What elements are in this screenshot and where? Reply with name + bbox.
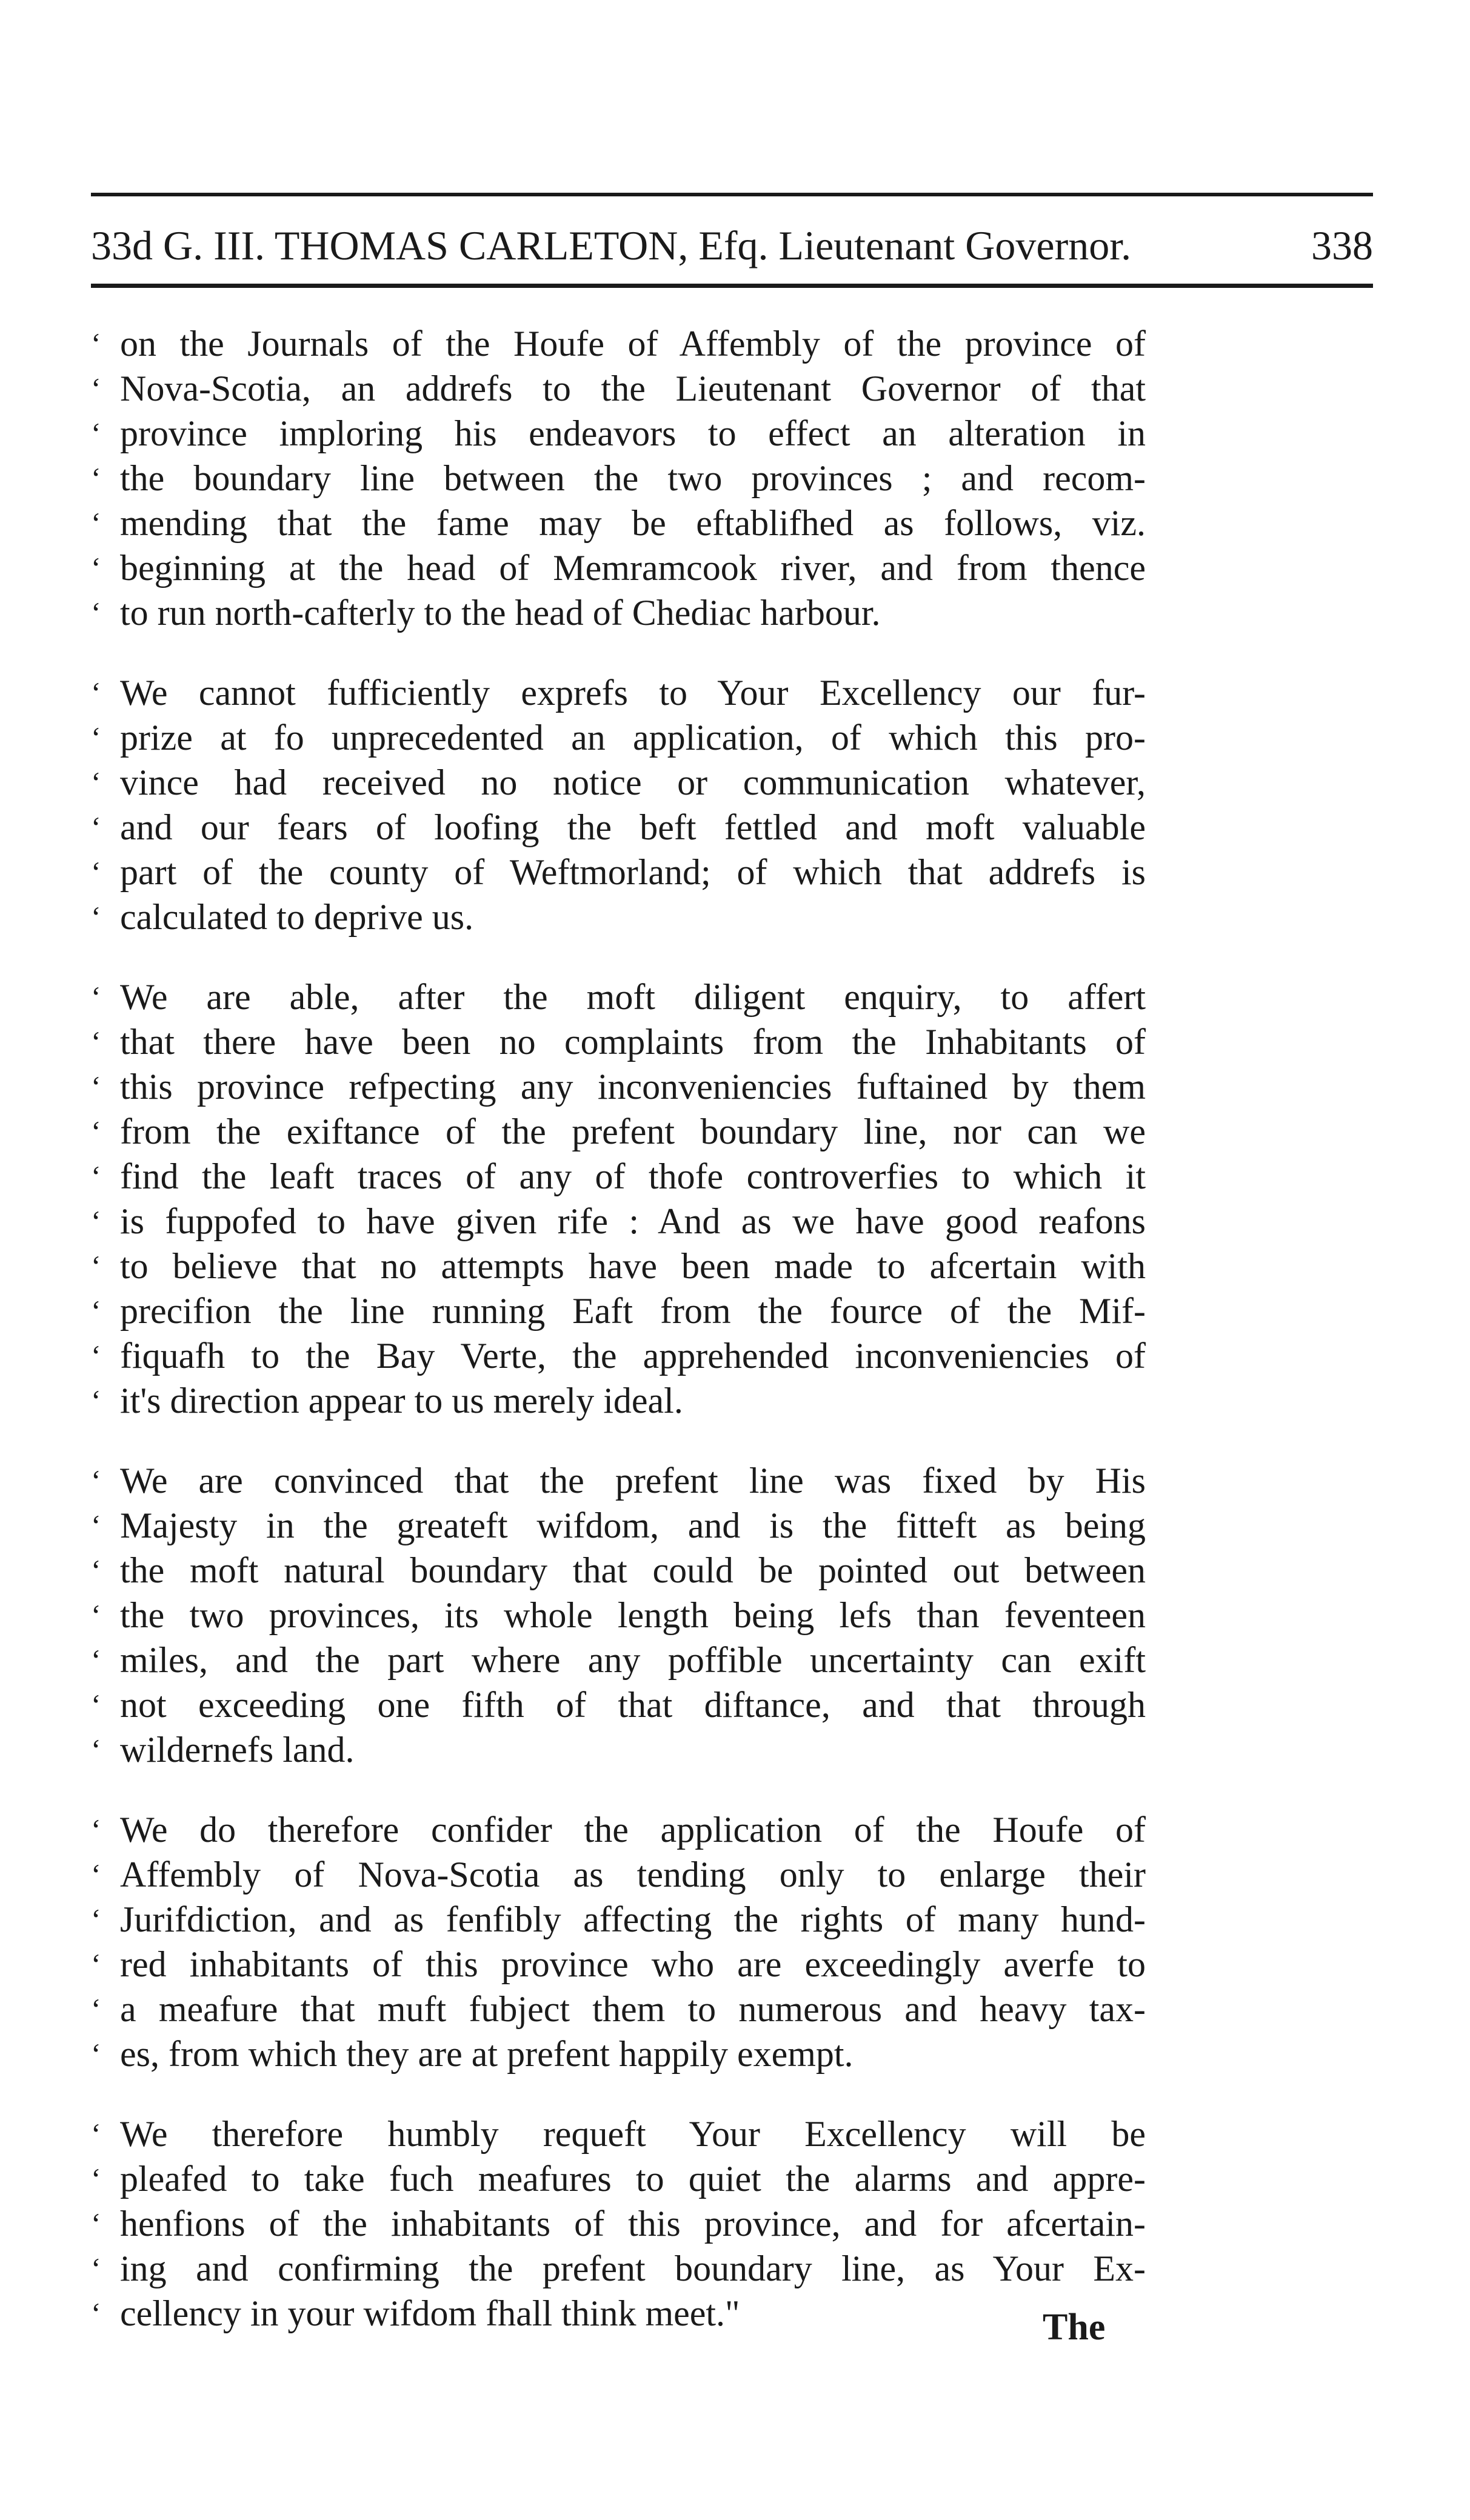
paragraph [91,1807,1146,2076]
text-line [91,1458,1146,1503]
text-line [91,366,1146,411]
text-line [91,1638,1146,1682]
margin-quote-mark: ‘ [91,1249,101,1283]
margin-quote-mark: ‘ [91,461,101,495]
margin-quote-mark: ‘ [91,1204,101,1238]
line-text: red inhabitants of this province who are exceedingly averfe to [120,1944,1146,1984]
line-text: a meafure that muft fubject them to numerous and heavy tax- [120,1989,1146,2029]
margin-quote-mark: ‘ [91,2117,101,2151]
paragraph [91,321,1146,635]
line-text: Jurifdiction, and as fenfibly affecting the rights of many hund- [120,1899,1146,1939]
page-number: 338 [1311,222,1373,268]
line-text: We cannot fufficiently exprefs to Your Excellency our fur- [120,673,1146,713]
margin-quote-mark: ‘ [91,900,101,934]
text-line [91,545,1146,590]
text-line [91,1333,1146,1378]
catchword: The [1043,2307,1106,2348]
line-text: We do therefore confider the application of the Houfe of [120,1810,1146,1850]
margin-quote-mark: ‘ [91,1464,101,1498]
line-text: the moft natural boundary that could be pointed out between [120,1550,1146,1590]
line-text: that there have been no complaints from the Inhabitants of [120,1022,1146,1062]
text-line [91,1378,1146,1423]
line-text: province imploring his endeavors to effect an alteration in [120,413,1146,453]
margin-quote-mark: ‘ [91,1947,101,1981]
line-text: and our fears of loofing the beft fettled and moft valuable [120,807,1146,847]
margin-quote-mark: ‘ [91,1902,101,1936]
text-line [91,1682,1146,1727]
text-line [91,1199,1146,1244]
text-line [91,670,1146,715]
margin-quote-mark: ‘ [91,416,101,450]
paragraph [91,2112,1146,2336]
margin-quote-mark: ‘ [91,676,101,710]
margin-quote-mark: ‘ [91,765,101,799]
line-text: henfions of the inhabitants of this province, and for afcertain- [120,2204,1146,2244]
text-line [91,1548,1146,1593]
margin-quote-mark: ‘ [91,1688,101,1722]
text-line [91,2112,1146,2156]
text-line [91,1987,1146,2032]
text-line [91,2291,1146,2336]
margin-quote-mark: ‘ [91,372,101,405]
text-line [91,1154,1146,1199]
line-text: pleafed to take fuch meafures to quiet the alarms and appre- [120,2159,1146,2199]
text-line [91,1807,1146,1852]
line-text: cellency in your wifdom fhall think meet." [120,2293,740,2333]
paragraph [91,670,1146,939]
header-top-rule [91,193,1373,196]
margin-quote-mark: ‘ [91,1294,101,1328]
margin-quote-mark: ‘ [91,1553,101,1587]
margin-quote-mark: ‘ [91,596,101,630]
line-text: to believe that no attempts have been made to afcertain with [120,1246,1146,1286]
margin-quote-mark: ‘ [91,1508,101,1542]
text-line [91,1244,1146,1288]
text-line [91,456,1146,501]
text-line [91,1503,1146,1548]
line-text: fiquafh to the Bay Verte, the apprehended inconveniencies of [120,1336,1146,1376]
text-line [91,1942,1146,1987]
line-text: ing and confirming the prefent boundary line, as Your Ex- [120,2248,1146,2288]
line-text: We are able, after the moft diligent enquiry, to affert [120,977,1146,1017]
text-line [91,1593,1146,1638]
line-text: Majesty in the greateft wifdom, and is the fitteft as being [120,1505,1146,1545]
line-text: it's direction appear to us merely ideal. [120,1381,683,1421]
line-text: this province refpecting any inconveniencies fuftained by them [120,1067,1146,1107]
margin-quote-mark: ‘ [91,1339,101,1373]
line-text: from the exiftance of the prefent boundary line, nor can we [120,1112,1146,1152]
line-text: beginning at the head of Memramcook river, and from thence [120,548,1146,588]
text-line [91,805,1146,850]
margin-quote-mark: ‘ [91,2037,101,2071]
body-text [91,321,1146,2371]
line-text: Affembly of Nova-Scotia as tending only to enlarge their [120,1855,1146,1895]
line-text: miles, and the part where any poffible uncertainty can exift [120,1640,1146,1680]
text-line [91,850,1146,895]
line-text: on the Journals of the Houfe of Affembly of the province of [120,324,1146,364]
text-line [91,1064,1146,1109]
margin-quote-mark: ‘ [91,551,101,585]
line-text: es, from which they are at prefent happily exempt. [120,2034,854,2074]
margin-quote-mark: ‘ [91,1992,101,2026]
margin-quote-mark: ‘ [91,1858,101,1892]
line-text: the boundary line between the two provinces ; and recom- [120,458,1146,498]
margin-quote-mark: ‘ [91,327,101,361]
margin-quote-mark: ‘ [91,506,101,540]
margin-quote-mark: ‘ [91,2296,101,2330]
paragraph [91,1458,1146,1772]
running-head-title: 33d G. III. THOMAS CARLETON, Efq. Lieutenant Governor. [91,222,1132,268]
text-line [91,2246,1146,2291]
running-head [91,215,1373,276]
line-text: prize at fo unprecedented an application, of which this pro- [120,718,1146,758]
margin-quote-mark: ‘ [91,1598,101,1632]
line-text: to run north-cafterly to the head of Chediac harbour. [120,593,881,633]
text-line [91,501,1146,545]
paragraph [91,975,1146,1423]
line-text: We therefore humbly requeft Your Excellency will be [120,2114,1146,2154]
text-line [91,975,1146,1019]
margin-quote-mark: ‘ [91,1643,101,1677]
text-line [91,1019,1146,1064]
line-text: mending that the fame may be eftablifhed as follows, viz. [120,503,1146,543]
margin-quote-mark: ‘ [91,2207,101,2241]
margin-quote-mark: ‘ [91,2162,101,2196]
margin-quote-mark: ‘ [91,1733,101,1767]
text-line [91,2032,1146,2076]
line-text: wildernefs land. [120,1730,355,1770]
text-line [91,2156,1146,2201]
margin-quote-mark: ‘ [91,1384,101,1418]
line-text: Nova-Scotia, an addrefs to the Lieutenant Governor of that [120,368,1146,408]
margin-quote-mark: ‘ [91,1025,101,1059]
margin-quote-mark: ‘ [91,855,101,889]
line-text: We are convinced that the prefent line was fixed by His [120,1461,1146,1501]
margin-quote-mark: ‘ [91,721,101,755]
line-text: vince had received no notice or communication whatever, [120,762,1146,802]
line-text: the two provinces, its whole length being lefs than feventeen [120,1595,1146,1635]
text-line [91,590,1146,635]
line-text: precifion the line running Eaft from the fource of the Mif- [120,1291,1146,1331]
text-line [91,715,1146,760]
margin-quote-mark: ‘ [91,1115,101,1148]
line-text: not exceeding one fifth of that diftance, and that through [120,1685,1146,1725]
margin-quote-mark: ‘ [91,1159,101,1193]
text-line [91,2201,1146,2246]
text-line [91,1852,1146,1897]
text-line [91,1727,1146,1772]
header-bottom-rule [91,284,1373,288]
line-text: part of the county of Weftmorland; of which that addrefs is [120,852,1146,892]
line-text: is fuppofed to have given rife : And as we have good reafons [120,1201,1146,1241]
text-line [91,321,1146,366]
margin-quote-mark: ‘ [91,980,101,1014]
margin-quote-mark: ‘ [91,1070,101,1104]
line-text: calculated to deprive us. [120,897,474,937]
text-line [91,895,1146,939]
text-line [91,760,1146,805]
line-text: find the leaft traces of any of thofe controverfies to which it [120,1156,1146,1196]
margin-quote-mark: ‘ [91,2252,101,2285]
margin-quote-mark: ‘ [91,810,101,844]
text-line [91,411,1146,456]
text-line [91,1897,1146,1942]
margin-quote-mark: ‘ [91,1813,101,1847]
text-line [91,1288,1146,1333]
text-line [91,1109,1146,1154]
